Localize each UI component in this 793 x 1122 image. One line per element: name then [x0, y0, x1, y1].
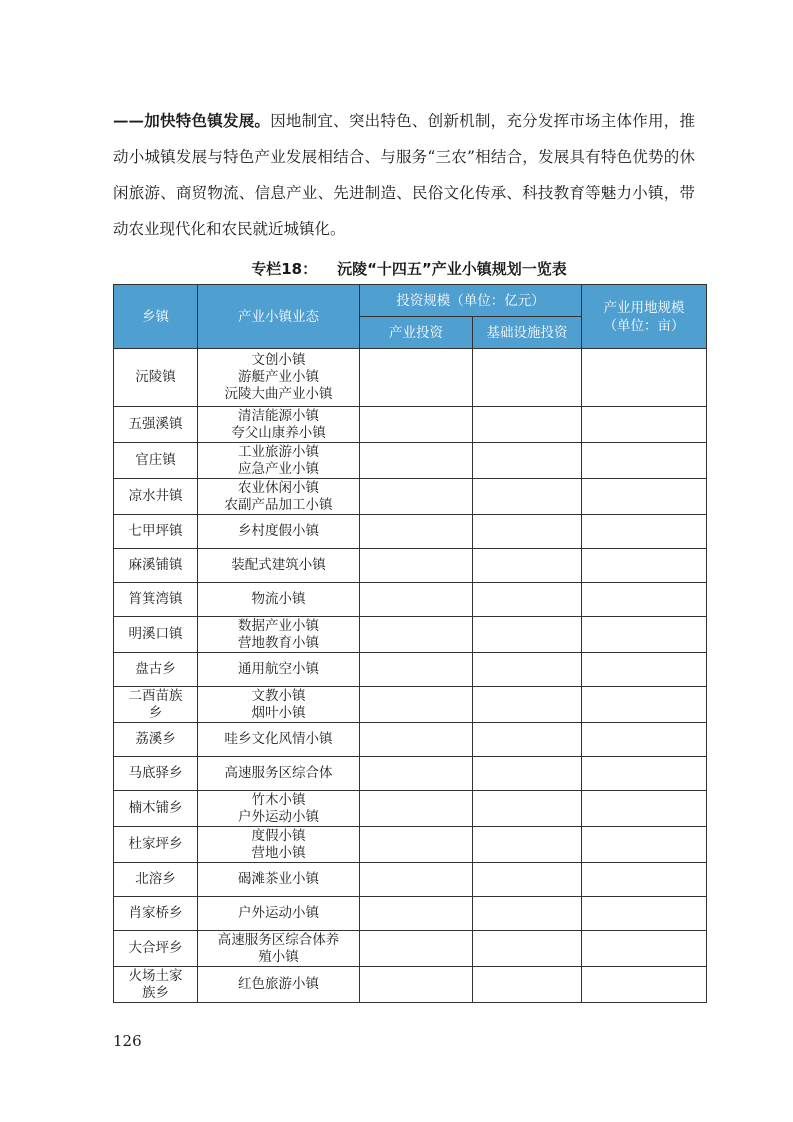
infrastructure-investment-cell: [473, 757, 582, 791]
table-caption: [113, 258, 705, 279]
caption-title: 沅陵“十四五”产业小镇规划一览表: [337, 260, 567, 278]
infrastructure-investment-cell: [473, 653, 582, 687]
industry-investment-cell: [360, 757, 473, 791]
land-scale-cell: [582, 863, 707, 897]
town-cell: [114, 617, 198, 653]
format-name: 沅陵大曲产业小镇: [224, 386, 333, 402]
paragraph-body: 因地制宜、突出特色、创新机制，充分发挥市场主体作用，推动小城镇发展与特色产业发展相结合、与服务“三农”相结合，发展具有特色优势的休闲旅游、商贸物流、信息产业、先进制造、民俗文化传承、科技教育等魅力小镇，带动农业现代化和农民就近城镇化。: [113, 112, 695, 238]
format-name: 清洁能源小镇: [238, 407, 319, 424]
format-name: 乡村度假小镇: [238, 523, 319, 539]
industry-investment-cell: [360, 349, 473, 407]
table-row: [114, 653, 707, 687]
format-name: 红色旅游小镇: [238, 976, 319, 992]
table-row: [114, 349, 707, 407]
town-name: 大合坪乡: [128, 940, 183, 956]
format-cell: [198, 479, 360, 515]
format-name: 通用航空小镇: [238, 661, 319, 677]
format-name: 农副产品加工小镇: [224, 496, 333, 513]
table-row: [114, 443, 707, 479]
town-cell: [114, 791, 198, 827]
header-format: 产业小镇业态: [198, 285, 360, 349]
town-name: 沅陵镇: [135, 369, 176, 385]
town-cell: [114, 687, 198, 723]
format-name: 哇乡文化风情小镇: [224, 731, 333, 747]
land-scale-cell: [582, 407, 707, 443]
town-name: 五强溪镇: [128, 416, 183, 432]
format-name: 农业休闲小镇: [238, 479, 319, 496]
infrastructure-investment-cell: [473, 349, 582, 407]
format-cell: [198, 583, 360, 617]
format-name: 物流小镇: [251, 591, 306, 607]
land-scale-cell: [582, 791, 707, 827]
header-row-1: [114, 285, 707, 317]
town-name: 马底驿乡: [128, 765, 183, 781]
table-row: [114, 897, 707, 931]
land-scale-cell: [582, 931, 707, 967]
format-name: 应急产业小镇: [238, 460, 319, 477]
industry-investment-cell: [360, 931, 473, 967]
town-cell: [114, 549, 198, 583]
header-land-line1: 产业用地规模: [603, 299, 685, 316]
format-name: 竹木小镇: [251, 791, 306, 808]
infrastructure-investment-cell: [473, 863, 582, 897]
town-name: 族乡: [142, 984, 169, 1001]
town-name: 麻溪铺镇: [128, 557, 183, 573]
format-name: 户外运动小镇: [238, 905, 319, 921]
industry-investment-cell: [360, 479, 473, 515]
land-scale-cell: [582, 583, 707, 617]
town-cell: [114, 479, 198, 515]
format-name: 碣滩茶业小镇: [238, 871, 319, 887]
format-cell: [198, 897, 360, 931]
format-cell: [198, 349, 360, 407]
format-name: 度假小镇: [251, 827, 306, 844]
town-name: 筲箕湾镇: [128, 591, 183, 607]
industry-investment-cell: [360, 653, 473, 687]
format-name: 户外运动小镇: [238, 808, 319, 825]
table-row: [114, 757, 707, 791]
header-investment-group: 投资规模（单位：亿元）: [360, 285, 582, 317]
land-scale-cell: [582, 827, 707, 863]
table-row: [114, 723, 707, 757]
header-land-line2: （单位：亩）: [603, 317, 685, 334]
infrastructure-investment-cell: [473, 931, 582, 967]
paragraph-lead: ——加快特色镇发展。: [113, 111, 271, 130]
land-scale-cell: [582, 515, 707, 549]
format-cell: [198, 407, 360, 443]
page-number: 126: [113, 1032, 142, 1050]
table-row: [114, 827, 707, 863]
format-cell: [198, 863, 360, 897]
town-name: 二酉苗族: [128, 687, 183, 704]
format-cell: [198, 791, 360, 827]
table-row: [114, 515, 707, 549]
town-cell: [114, 897, 198, 931]
format-name: 装配式建筑小镇: [231, 557, 326, 573]
town-name: 七甲坪镇: [128, 523, 183, 539]
town-cell: [114, 653, 198, 687]
land-scale-cell: [582, 967, 707, 1003]
industry-investment-cell: [360, 617, 473, 653]
header-industry-investment: 产业投资: [360, 317, 473, 349]
format-name: 高速服务区综合体: [224, 765, 333, 781]
format-cell: [198, 723, 360, 757]
format-name: 文创小镇: [251, 352, 306, 368]
land-scale-cell: [582, 757, 707, 791]
format-name: 夸父山康养小镇: [231, 424, 326, 441]
header-land: [582, 285, 707, 349]
town-plan-table: [113, 284, 707, 1003]
town-name: 杜家坪乡: [128, 836, 183, 852]
land-scale-cell: [582, 897, 707, 931]
land-scale-cell: [582, 617, 707, 653]
infrastructure-investment-cell: [473, 723, 582, 757]
format-cell: [198, 931, 360, 967]
town-name: 肖家桥乡: [128, 905, 183, 921]
infrastructure-investment-cell: [473, 791, 582, 827]
format-name: 殖小镇: [258, 948, 299, 965]
industry-investment-cell: [360, 549, 473, 583]
format-name: 游艇产业小镇: [238, 369, 319, 385]
land-scale-cell: [582, 479, 707, 515]
format-cell: [198, 687, 360, 723]
infrastructure-investment-cell: [473, 549, 582, 583]
format-name: 烟叶小镇: [251, 704, 306, 721]
format-cell: [198, 443, 360, 479]
industry-investment-cell: [360, 443, 473, 479]
infrastructure-investment-cell: [473, 617, 582, 653]
table-row: [114, 407, 707, 443]
town-cell: [114, 349, 198, 407]
format-name: 工业旅游小镇: [238, 443, 319, 460]
table-row: [114, 479, 707, 515]
town-name: 火场土家: [128, 967, 183, 984]
town-cell: [114, 757, 198, 791]
format-name: 营地小镇: [251, 844, 306, 861]
land-scale-cell: [582, 653, 707, 687]
land-scale-cell: [582, 549, 707, 583]
town-cell: [114, 931, 198, 967]
format-cell: [198, 827, 360, 863]
table-row: [114, 967, 707, 1003]
header-infrastructure-investment: 基础设施投资: [473, 317, 582, 349]
table-row: [114, 687, 707, 723]
infrastructure-investment-cell: [473, 897, 582, 931]
town-cell: [114, 723, 198, 757]
format-cell: [198, 757, 360, 791]
header-town: 乡镇: [114, 285, 198, 349]
town-name: 北溶乡: [135, 871, 176, 887]
town-cell: [114, 443, 198, 479]
town-name: 楠木铺乡: [128, 800, 183, 816]
town-name: 盘古乡: [135, 661, 176, 677]
infrastructure-investment-cell: [473, 443, 582, 479]
industry-investment-cell: [360, 897, 473, 931]
industry-investment-cell: [360, 967, 473, 1003]
infrastructure-investment-cell: [473, 479, 582, 515]
format-name: 文教小镇: [251, 687, 306, 704]
town-cell: [114, 407, 198, 443]
caption-number: 专栏18：: [251, 260, 318, 278]
town-name: 乡: [148, 704, 163, 721]
infrastructure-investment-cell: [473, 515, 582, 549]
land-scale-cell: [582, 349, 707, 407]
table-body: [114, 349, 707, 1003]
industry-investment-cell: [360, 515, 473, 549]
infrastructure-investment-cell: [473, 967, 582, 1003]
town-cell: [114, 515, 198, 549]
format-cell: [198, 967, 360, 1003]
table-row: [114, 583, 707, 617]
infrastructure-investment-cell: [473, 407, 582, 443]
town-cell: [114, 583, 198, 617]
town-name: 荔溪乡: [135, 731, 176, 747]
town-name: 凉水井镇: [128, 488, 183, 504]
infrastructure-investment-cell: [473, 687, 582, 723]
industry-investment-cell: [360, 583, 473, 617]
format-name: 数据产业小镇: [238, 617, 319, 634]
industry-investment-cell: [360, 407, 473, 443]
industry-investment-cell: [360, 863, 473, 897]
format-cell: [198, 617, 360, 653]
industry-investment-cell: [360, 791, 473, 827]
table-row: [114, 617, 707, 653]
industry-investment-cell: [360, 827, 473, 863]
land-scale-cell: [582, 687, 707, 723]
table-row: [114, 549, 707, 583]
table-row: [114, 931, 707, 967]
industry-investment-cell: [360, 687, 473, 723]
land-scale-cell: [582, 443, 707, 479]
format-name: 高速服务区综合体养: [217, 931, 340, 948]
format-cell: [198, 515, 360, 549]
format-cell: [198, 653, 360, 687]
body-paragraph: [113, 103, 695, 247]
infrastructure-investment-cell: [473, 583, 582, 617]
table-row: [114, 791, 707, 827]
land-scale-cell: [582, 723, 707, 757]
table-row: [114, 863, 707, 897]
town-cell: [114, 863, 198, 897]
format-cell: [198, 549, 360, 583]
town-cell: [114, 967, 198, 1003]
industry-investment-cell: [360, 723, 473, 757]
format-name: 营地教育小镇: [238, 634, 319, 651]
town-name: 明溪口镇: [128, 626, 183, 642]
town-name: 官庄镇: [135, 452, 176, 468]
town-cell: [114, 827, 198, 863]
infrastructure-investment-cell: [473, 827, 582, 863]
